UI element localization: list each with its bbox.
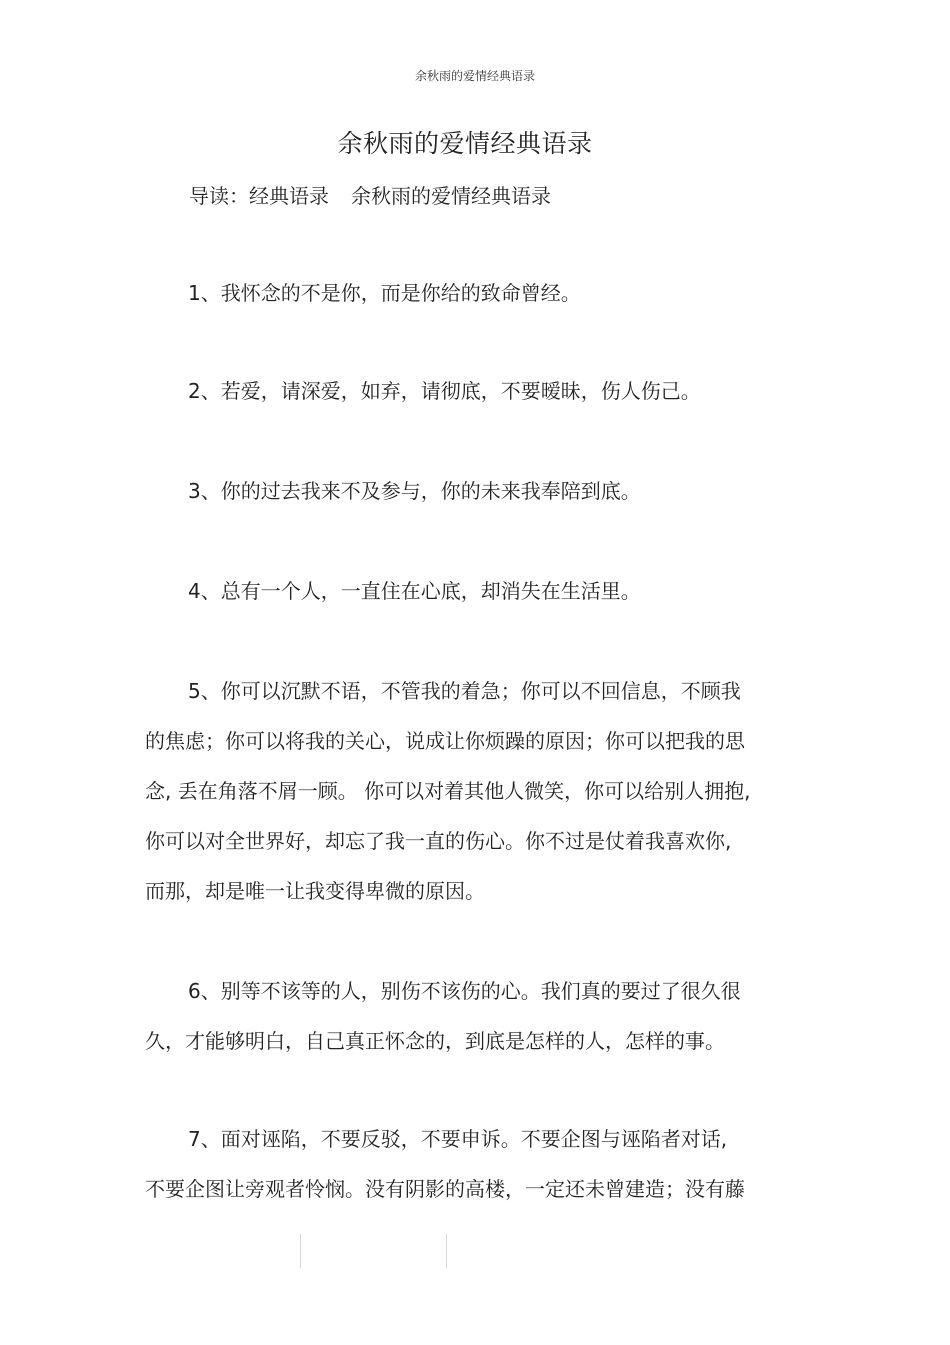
paragraph-5 bbox=[145, 666, 785, 916]
paragraph-line: 而那，却是唯一让我变得卑微的原因。 bbox=[145, 879, 485, 903]
paragraph-2 bbox=[145, 366, 785, 416]
lead-text: 余秋雨的爱情经典语录 bbox=[351, 184, 551, 208]
paragraph-line: 2、若爱，请深爱，如弃，请彻底，不要暧昧，伤人伤己。 bbox=[188, 379, 701, 403]
paragraph-line: 1、我怀念的不是你，而是你给的致命曾经。 bbox=[188, 281, 581, 305]
paragraph-line: 久，才能够明白，自己真正怀念的，到底是怎样的人，怎样的事。 bbox=[145, 1029, 725, 1053]
paragraph-line: 6、别等不该等的人，别伤不该伤的心。我们真的要过了很久很 bbox=[188, 979, 741, 1003]
footer-divider-left bbox=[300, 1234, 301, 1268]
paragraph-line: 念, 丢在角落不屑一顾。 你可以对着其他人微笑，你可以给别人拥抱, bbox=[145, 779, 751, 803]
paragraph-line: 4、总有一个人，一直住在心底，却消失在生活里。 bbox=[188, 579, 641, 603]
paragraph-3 bbox=[145, 466, 785, 516]
paragraph-line: 5、你可以沉默不语，不管我的着急；你可以不回信息，不顾我 bbox=[188, 679, 741, 703]
paragraph-7 bbox=[145, 1114, 785, 1214]
lead-label: 导读：经典语录 bbox=[189, 184, 329, 208]
running-header: 余秋雨的爱情经典语录 bbox=[414, 69, 535, 83]
paragraph-line: 7、面对诬陷，不要反驳，不要申诉。不要企图与诬陷者对话, bbox=[188, 1127, 728, 1151]
paragraph-4 bbox=[145, 566, 785, 616]
lead-line bbox=[189, 180, 551, 209]
document-title: 余秋雨的爱情经典语录 bbox=[337, 129, 593, 158]
paragraph-6 bbox=[145, 966, 785, 1066]
paragraph-line: 的焦虑；你可以将我的关心，说成让你烦躁的原因；你可以把我的思 bbox=[145, 729, 745, 753]
paragraph-line: 3、你的过去我来不及参与，你的未来我奉陪到底。 bbox=[188, 479, 641, 503]
paragraph-line: 不要企图让旁观者怜悯。没有阴影的高楼，一定还未曾建造；没有藤 bbox=[145, 1177, 745, 1201]
paragraph-line: 你可以对全世界好，却忘了我一直的伤心。你不过是仗着我喜欢你, bbox=[145, 829, 732, 853]
footer-divider-right bbox=[446, 1234, 447, 1268]
paragraph-1 bbox=[145, 268, 785, 318]
